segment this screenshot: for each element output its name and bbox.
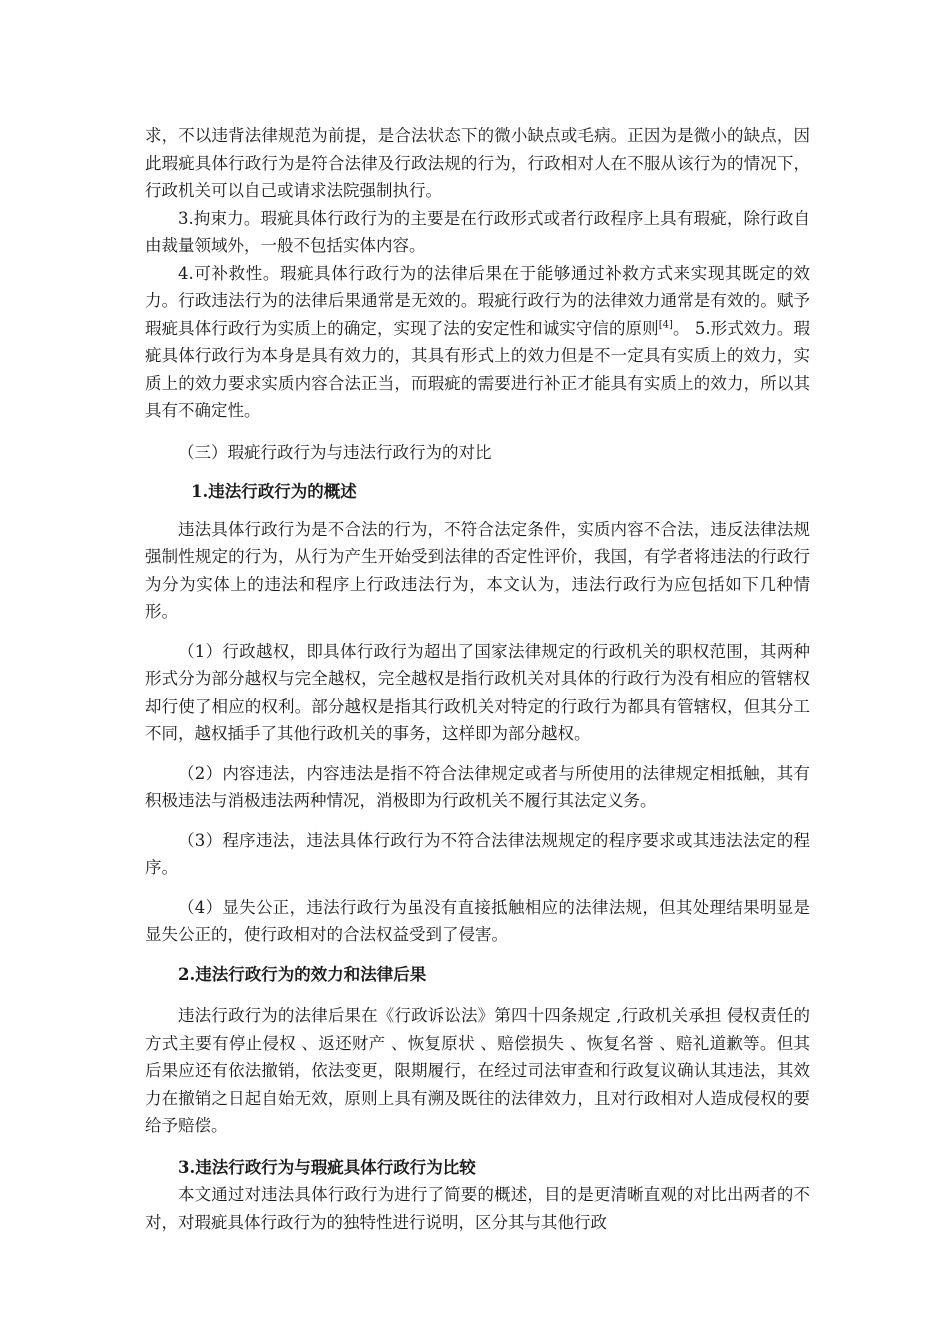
section-heading: （三）瑕疵行政行为与违法行政行为的对比: [178, 442, 492, 462]
paragraph-binding-force: 3.拘束力。瑕疵具体行政行为的主要是在行政形式或者行政程序上具有瑕疵，除行政自由裁量领域外，一般不包括实体内容。: [145, 208, 810, 255]
paragraph-comparison: 本文通过对违法具体行政行为进行了简要的概述，目的是更清晰直观的对比出两者的不对，对瑕疵具体行政行为的独特性进行说明，区分其与其他行政: [145, 1185, 810, 1232]
subheading-2: 2.违法行政行为的效力和法律后果: [178, 964, 427, 984]
paragraph-remediability: [145, 260, 810, 425]
document-body: [145, 122, 810, 1236]
paragraph-ultra-vires: （1）行政越权，即具体行政行为超出了国家法律规定的行政机关的职权范围，其两种形式分为部分越权与完全越权，完全越权是指行政机关对具体的行政行为没有相应的管辖权却行使了相应的权利。部分越权是指其行政机关对特定的行政行为都具有管辖权，但其分工不同，越权插手了其他行政机关的事务，这样即为部分越权。: [145, 641, 810, 743]
paragraph-content-illegal: （2）内容违法，内容违法是指不符合法律规定或者与所使用的法律规定相抵触，其有积极违法与消极违法两种情况，消极即为行政机关不履行其法定义务。: [145, 763, 810, 810]
paragraph-continuation: 求，不以违背法律规范为前提，是合法状态下的微小缺点或毛病。正因为是微小的缺点，因此瑕疵具体行政行为是符合法律及行政法规的行为，行政相对人在不服从该行为的情况下，行政机关可以自己或请求法院强制执行。: [145, 126, 810, 200]
citation-ref: [4]: [658, 319, 673, 330]
subheading-1: 1.违法行政行为的概述: [191, 482, 357, 501]
paragraph-unfair: （4）显失公正，违法行政行为虽没有直接抵触相应的法律法规，但其处理结果明显是显失公正的，使行政相对的合法权益受到了侵害。: [145, 897, 810, 944]
paragraph-legal-consequences: 违法行政行为的法律后果在《行政诉讼法》第四十四条规定 ,行政机关承担 侵权责任的方式主要有停止侵权 、返还财产 、恢复原状 、赔偿损失 、恢复名誉 、赔礼道歉等。但其后果应还有依法撤销，依法变更，限期履行，在经过司法审查和行政复议确认其违法，其效力在撤销之日起自始无效，原则上具有溯及既往的法律效力，且对行政相对人造成侵权的要给予赔偿。: [145, 1006, 810, 1135]
paragraph-illegal-overview: 违法具体行政行为是不合法的行为，不符合法定条件，实质内容不合法，违反法律法规强制性规定的行为，从行为产生开始受到法律的否定性评价，我国，有学者将违法的行政行为分为实体上的违法和程序上行政违法行为，本文认为，违法行政行为应包括如下几种情形。: [145, 519, 810, 621]
remediability-text: 4.可补救性。瑕疵具体行政行为的法律后果在于能够通过补救方式来实现其既定的效力。行政违法行为的法律后果通常是无效的。瑕疵行政行为的法律效力通常是有效的。赋予瑕疵具体行政行为实质上的确定，实现了法的安定性和诚实守信的原则: [145, 263, 810, 338]
subheading-3: 3.违法行政行为与瑕疵具体行政行为比较: [178, 1157, 476, 1177]
paragraph-procedure-illegal: （3）程序违法，违法具体行政行为不符合法律法规规定的程序要求或其违法法定的程序。: [145, 830, 810, 877]
formal-effect-text: 。 5.形式效力。瑕疵具体行政行为本身是具有效力的，其具有形式上的效力但是不一定具有实质上的效力，实质上的效力要求实质内容合法正当，而瑕疵的需要进行补正才能具有实质上的效力，所以其具有不确定性。: [145, 318, 810, 420]
